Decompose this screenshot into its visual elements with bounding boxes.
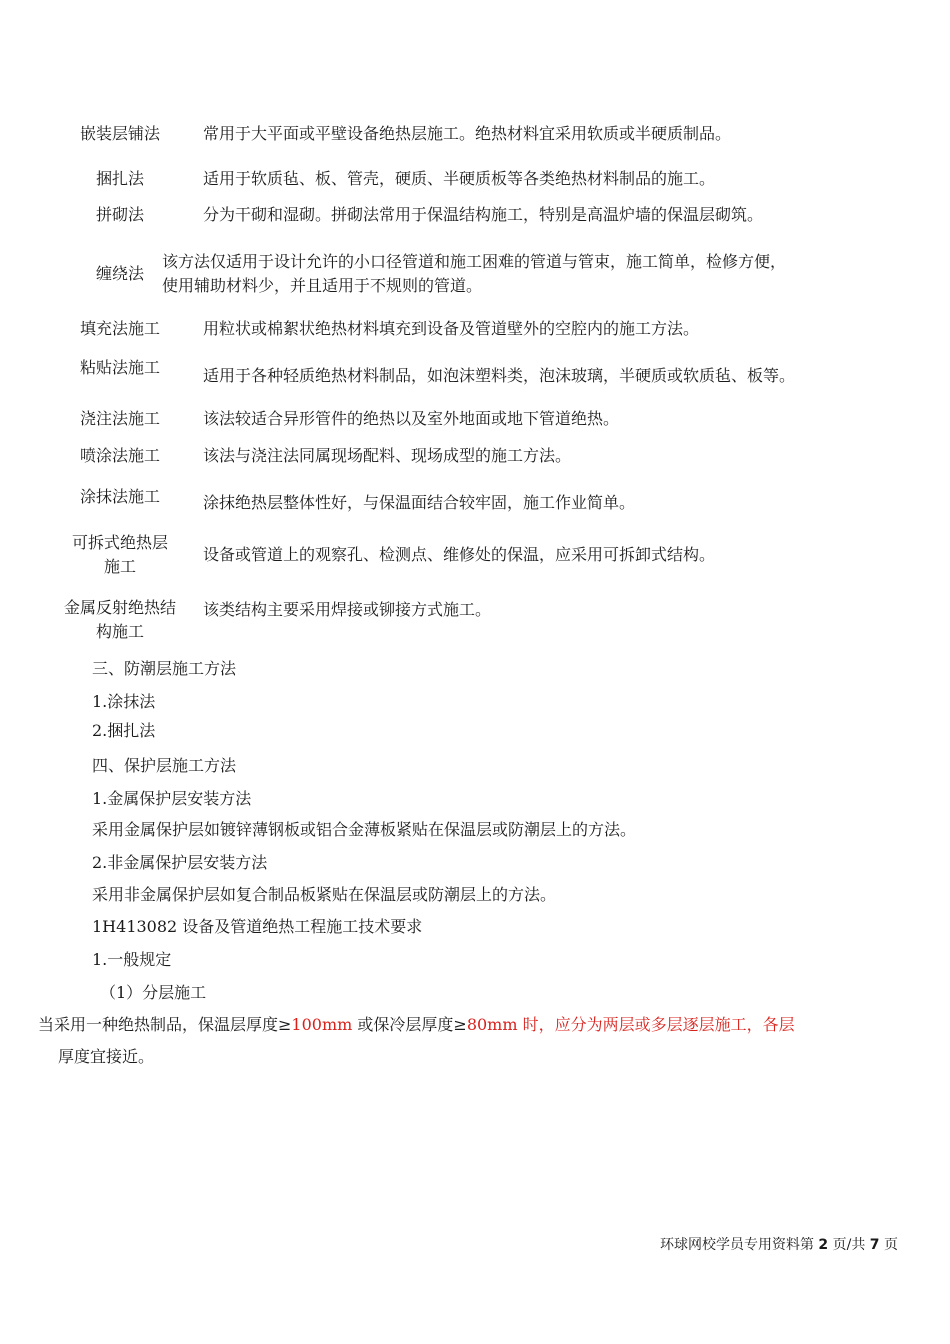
highlight-text: 100mm bbox=[291, 1015, 353, 1034]
highlight-text: 80mm 时，应分为两层或多层逐层施工，各层 bbox=[466, 1015, 795, 1034]
method-desc: 该法较适合异形管件的绝热以及室外地面或地下管道绝热。 bbox=[203, 409, 620, 428]
footer-page-number: 2 bbox=[818, 1237, 829, 1253]
section-4-item-1-desc: 采用金属保护层如镀锌薄钢板或铝合金薄板紧贴在保温层或防潮层上的方法。 bbox=[92, 820, 637, 839]
paragraph-text: 或保冷层厚度≥ bbox=[352, 1015, 467, 1034]
method-name: 嵌装层铺法 bbox=[79, 124, 160, 143]
general-heading: 1.一般规定 bbox=[92, 950, 172, 969]
paragraph-text: 当采用一种绝热制品，保温层厚度≥ bbox=[38, 1015, 292, 1034]
paragraph-line-1 bbox=[38, 1013, 795, 1037]
method-name-line2: 构施工 bbox=[95, 622, 144, 641]
method-desc-line2: 使用辅助材料少，并且适用于不规则的管道。 bbox=[162, 276, 483, 295]
method-desc-line1: 该方法仅适用于设计允许的小口径管道和施工困难的管道与管束，施工简单，检修方便， bbox=[162, 252, 787, 271]
section-3-title: 三、防潮层施工方法 bbox=[92, 659, 237, 678]
method-name: 浇注法施工 bbox=[79, 409, 160, 428]
section-4-title: 四、保护层施工方法 bbox=[92, 756, 237, 775]
page-footer bbox=[660, 1234, 898, 1254]
method-name: 粘贴法施工 bbox=[79, 358, 160, 377]
footer-text: 页 bbox=[879, 1237, 898, 1253]
method-name: 涂抹法施工 bbox=[79, 487, 160, 506]
paragraph-line-2: 厚度宜接近。 bbox=[58, 1047, 155, 1066]
method-name-line1: 金属反射绝热结 bbox=[63, 598, 176, 617]
footer-text: 页/共 bbox=[828, 1237, 870, 1253]
method-desc: 适用于软质毡、板、管壳，硬质、半硬质板等各类绝热材料制品的施工。 bbox=[203, 169, 716, 188]
section-3-item-2: 2.捆扎法 bbox=[92, 721, 156, 740]
method-desc: 用粒状或棉絮状绝热材料填充到设备及管道壁外的空腔内的施工方法。 bbox=[203, 319, 700, 338]
method-name: 捆扎法 bbox=[95, 169, 144, 188]
section-4-item-1: 1.金属保护层安装方法 bbox=[92, 789, 252, 808]
method-desc: 分为干砌和湿砌。拼砌法常用于保温结构施工，特别是高温炉墙的保温层砌筑。 bbox=[203, 205, 764, 224]
method-desc: 常用于大平面或平壁设备绝热层施工。绝热材料宜采用软质或半硬质制品。 bbox=[203, 124, 732, 143]
code-title: 1H413082 设备及管道绝热工程施工技术要求 bbox=[92, 917, 423, 936]
method-name-line1: 可拆式绝热层 bbox=[71, 533, 168, 552]
method-name: 缠绕法 bbox=[95, 264, 144, 283]
method-desc: 该类结构主要采用焊接或铆接方式施工。 bbox=[203, 600, 492, 619]
method-name-line2: 施工 bbox=[103, 557, 136, 576]
subsection-heading: （1）分层施工 bbox=[100, 983, 207, 1002]
method-name: 喷涂法施工 bbox=[79, 446, 160, 465]
footer-total-pages: 7 bbox=[869, 1237, 880, 1253]
section-4-item-2-desc: 采用非金属保护层如复合制品板紧贴在保温层或防潮层上的方法。 bbox=[92, 885, 557, 904]
method-desc: 该法与浇注法同属现场配料、现场成型的施工方法。 bbox=[203, 446, 572, 465]
method-desc: 涂抹绝热层整体性好，与保温面结合较牢固，施工作业简单。 bbox=[203, 493, 636, 512]
method-desc: 设备或管道上的观察孔、检测点、维修处的保温，应采用可拆卸式结构。 bbox=[203, 545, 716, 564]
footer-text: 环球网校学员专用资料第 bbox=[659, 1237, 819, 1253]
section-4-item-2: 2.非金属保护层安装方法 bbox=[92, 853, 268, 872]
method-name: 填充法施工 bbox=[79, 319, 160, 338]
method-desc: 适用于各种轻质绝热材料制品，如泡沫塑料类，泡沫玻璃，半硬质或软质毡、板等。 bbox=[203, 366, 796, 385]
method-name: 拼砌法 bbox=[95, 205, 144, 224]
section-3-item-1: 1.涂抹法 bbox=[92, 692, 156, 711]
